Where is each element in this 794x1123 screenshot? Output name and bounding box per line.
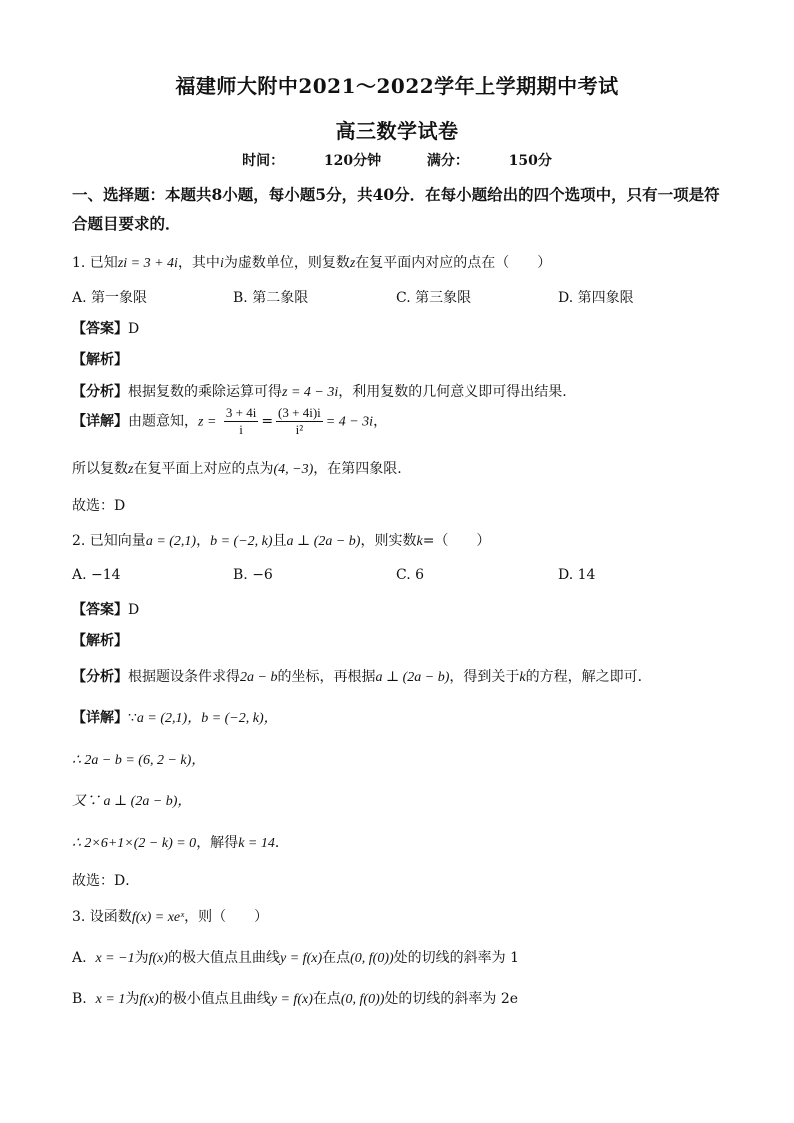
answer-value: D	[128, 602, 140, 618]
q1-detail: 【详解】由题意知，z = $\frac{3 + 4i}{i}$ = $\frac{(3 + 4i)i}{\text{i²}}$ = 4 − 3i，	[72, 405, 388, 437]
fenxi-equation: z = 4 − 3i	[282, 385, 339, 400]
q2-detail-1	[72, 707, 278, 727]
q2-vec-b: b = (−2, k)	[210, 534, 273, 549]
q1-option-c: C. 第三象限	[396, 290, 472, 306]
q2-stem-d: =（ ）	[422, 533, 491, 549]
answer-tag: 【答案】	[72, 602, 128, 618]
q2-choose: 故选：D．	[72, 873, 140, 889]
q3-stem-b: ，则（ ）	[184, 909, 269, 925]
q2-answer	[72, 599, 139, 619]
q3-function: f(x) = xeˣ	[131, 910, 185, 925]
q2-fenxi	[72, 666, 652, 686]
detail-line-1: a = (2,1)，b = (−2, k)，	[136, 711, 278, 726]
q1-stem	[72, 252, 551, 272]
q3-stem-a: 3. 设函数	[72, 909, 132, 925]
q3-option-a	[72, 947, 519, 967]
opt-a-text-1: 为	[134, 950, 149, 966]
q2-detail-4	[72, 832, 289, 852]
so-point: (4, −3)	[273, 462, 314, 477]
opt-a-text-3: 在点	[322, 950, 351, 966]
opt-a-text-4: 处的切线的斜率为 1	[393, 950, 520, 966]
q2-comma: ，	[196, 533, 211, 549]
score-label: 满分：	[426, 153, 469, 169]
fraction-2	[276, 405, 323, 438]
opt-a-x: x = −1	[95, 951, 135, 966]
exam-meta	[0, 150, 794, 170]
q2-option-a: A. −14	[72, 567, 121, 583]
fenxi-text-b: ，利用复数的几何意义即可得出结果.	[338, 384, 567, 400]
opt-b-text-4: 处的切线的斜率为 2e	[384, 991, 519, 1007]
fenxi-text-a: 根据复数的乘除运算可得	[128, 384, 282, 400]
opt-b-point: (0, f(0))	[340, 992, 385, 1007]
detail-equation: ∴ 2×6+1×(2 − k) = 0	[72, 836, 197, 851]
fenxi-text-d: 的方程，解之即可．	[525, 669, 652, 685]
fenxi-text-a: 根据题设条件求得	[128, 669, 240, 685]
option-label: B.	[72, 991, 87, 1007]
q1-stem-d: 在复平面内对应的点在（ ）	[355, 255, 552, 271]
answer-tag: 【答案】	[72, 321, 128, 337]
detail-tag: 【详解】	[72, 710, 128, 726]
q1-choose: 故选：D	[72, 498, 126, 514]
opt-b-text-1: 为	[125, 991, 140, 1007]
detail-period: ．	[274, 835, 289, 851]
q2-stem-b: 且	[272, 533, 287, 549]
detail-solution: k = 14	[238, 836, 275, 851]
q2-stem-a: 2. 已知向量	[72, 533, 146, 549]
detail-result: = 4 − 3i	[325, 414, 374, 430]
q1-option-d: D. 第四象限	[558, 290, 634, 306]
exam-subtitle: 高三数学试卷	[335, 119, 459, 143]
fenxi-text-b: 的坐标，再根据	[277, 669, 376, 685]
q1-stem-c: 为虚数单位，则复数	[223, 255, 350, 271]
opt-a-curve: y = f(x)	[280, 951, 323, 966]
fenxi-vec: 2a − b	[240, 670, 278, 685]
fenxi-perp: a ⊥ (2a − b)	[375, 670, 450, 685]
q1-conclusion	[72, 458, 402, 478]
fraction-1-numerator: 3 + 4i	[225, 405, 257, 420]
fraction-1	[224, 405, 258, 438]
fraction-2-numerator: (3 + 4i)i	[278, 405, 321, 420]
q1-var-i: i	[219, 256, 224, 271]
opt-b-fx: f(x)	[139, 992, 159, 1007]
q2-stem-c: ，则实数	[360, 533, 417, 549]
fraction-2-denominator: i²	[295, 422, 304, 437]
q1-answer	[72, 318, 139, 338]
score-value: 150分	[508, 153, 552, 169]
q1-option-b: B. 第二象限	[233, 290, 309, 306]
detail-end: ，	[373, 413, 388, 430]
fraction-1-denominator: i	[239, 422, 243, 437]
so-text-c: ，在第四象限.	[313, 461, 402, 477]
q2-analysis-tag: 【解析】	[72, 633, 128, 649]
opt-b-text-2: 的极小值点且曲线	[158, 991, 271, 1007]
q1-stem-b: ，其中	[177, 255, 220, 271]
fenxi-text-c: ，得到关于	[449, 669, 520, 685]
so-text-a: 所以复数	[72, 461, 128, 477]
q2-vec-a: a = (2,1)	[145, 534, 197, 549]
q2-option-c: C. 6	[396, 567, 425, 583]
answer-value: D	[128, 321, 140, 337]
section-heading: 一、选择题：本题共8小题，每小题5分，共40分．在每小题给出的四个选项中，只有一项是符合题目要求的．	[72, 185, 720, 233]
fenxi-var-k: k	[519, 670, 526, 685]
q1-option-a: A. 第一象限	[72, 290, 148, 306]
q2-option-b: B. −6	[233, 567, 273, 583]
q2-option-d: D. 14	[558, 567, 596, 583]
q2-var-k: k	[416, 534, 423, 549]
detail-solve-text: ，解得	[196, 835, 239, 851]
q1-var-z: z	[349, 256, 356, 271]
detail-z: z =	[198, 414, 217, 430]
detail-tag: 【详解】	[72, 413, 128, 430]
opt-a-text-2: 的极大值点且曲线	[168, 950, 281, 966]
q2-detail-3: 又∵ a ⊥ (2a − b)，	[72, 794, 192, 809]
q2-perp: a ⊥ (2a − b)	[286, 534, 361, 549]
time-value: 120分钟	[323, 153, 382, 169]
time-label: 时间：	[242, 153, 285, 169]
opt-a-fx: f(x)	[148, 951, 169, 966]
opt-b-x: x = 1	[95, 992, 126, 1007]
opt-b-text-3: 在点	[312, 991, 341, 1007]
detail-text: 由题意知，	[128, 413, 198, 430]
q3-stem	[72, 906, 268, 926]
so-var-z: z	[128, 462, 134, 477]
so-text-b: 在复平面上对应的点为	[133, 461, 274, 477]
because-symbol: ∵	[128, 710, 137, 726]
q1-stem-a: 1. 已知	[72, 255, 118, 271]
fenxi-tag: 【分析】	[72, 669, 128, 685]
q1-equation: zi = 3 + 4i	[117, 256, 178, 271]
q1-fenxi	[72, 381, 567, 401]
exam-title: 福建师大附中2021～2022学年上学期期中考试	[175, 74, 619, 98]
q3-option-b	[72, 988, 518, 1008]
q2-detail-2: ∴ 2a − b = (6, 2 − k)，	[72, 753, 206, 768]
option-label: A.	[72, 950, 87, 966]
opt-a-point: (0, f(0))	[350, 951, 394, 966]
opt-b-curve: y = f(x)	[270, 992, 313, 1007]
q2-stem	[72, 530, 490, 550]
q1-analysis-tag: 【解析】	[72, 352, 128, 368]
fenxi-tag: 【分析】	[72, 384, 128, 400]
